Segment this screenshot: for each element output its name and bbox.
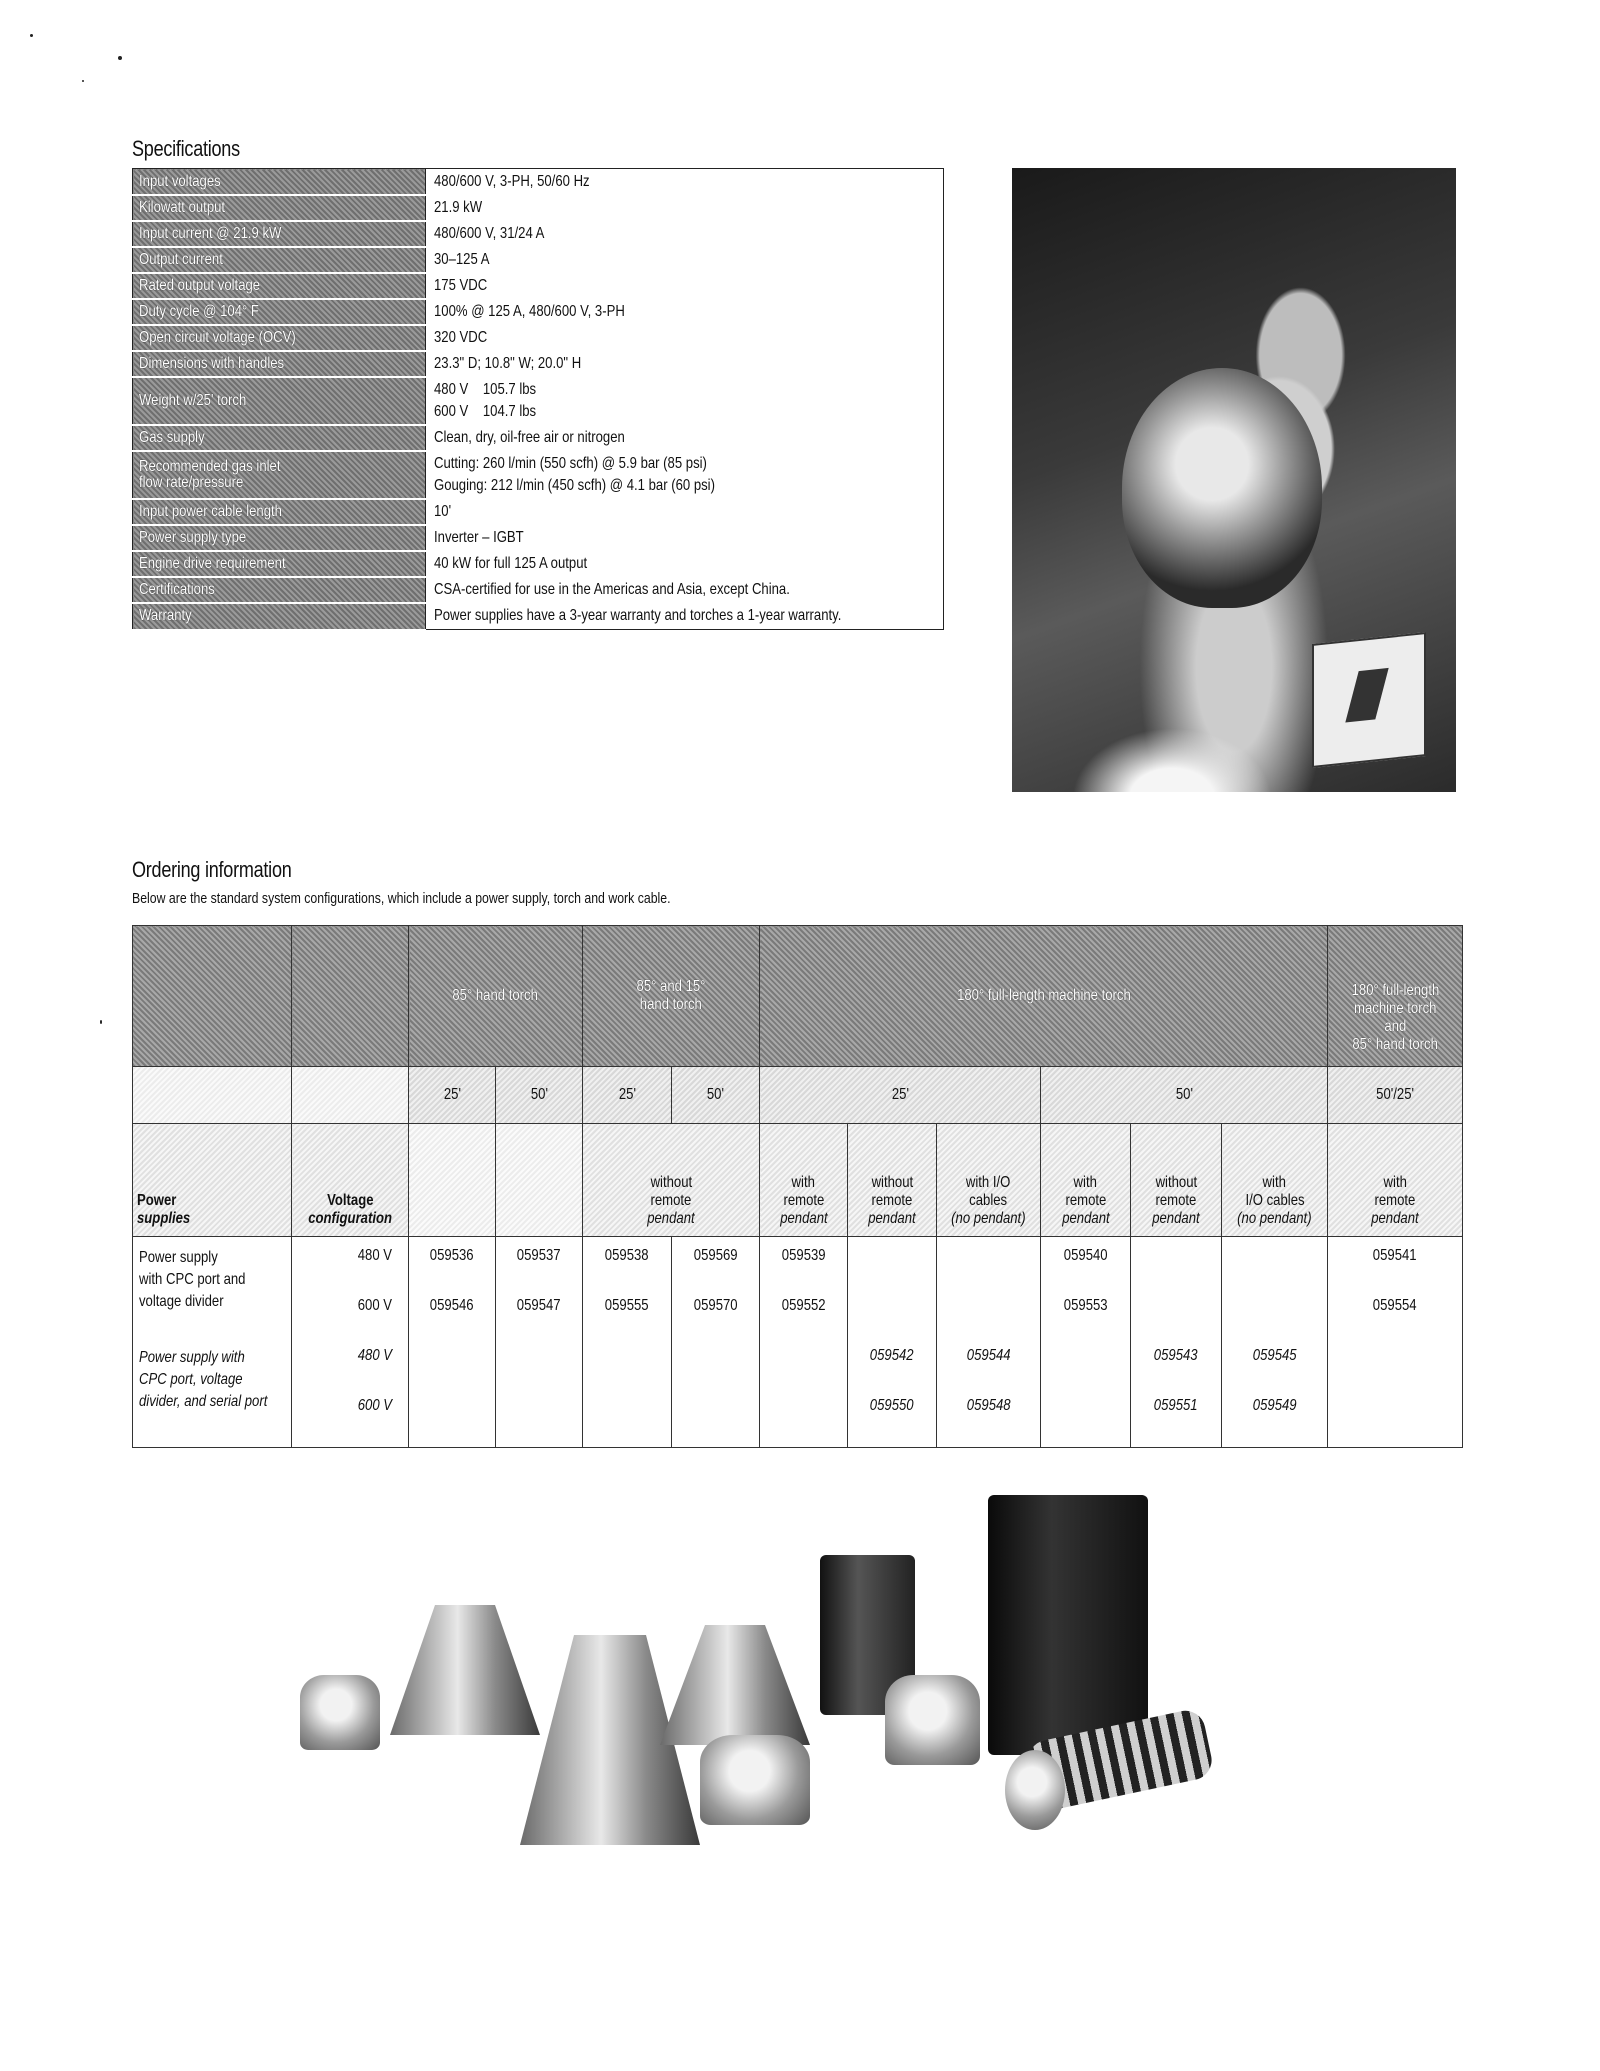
spec-value: 40 kW for full 125 A output bbox=[426, 551, 944, 577]
length-c5025: 50'/25' bbox=[1328, 1067, 1463, 1124]
combo-with-remote-header: with remote pendant bbox=[1328, 1124, 1463, 1237]
power-supply-names bbox=[133, 1237, 292, 1448]
spec-label: Certifications bbox=[133, 577, 426, 603]
specifications-title: Specifications bbox=[132, 136, 240, 161]
part-number-column bbox=[848, 1237, 937, 1448]
consumables-photo bbox=[300, 1495, 1290, 1855]
part-number: 059539 bbox=[781, 1247, 826, 1264]
part-number: 059544 bbox=[966, 1347, 1011, 1364]
spec-row bbox=[133, 325, 944, 351]
power-supply-name-line: Power supply bbox=[139, 1249, 218, 1266]
sparks bbox=[1072, 728, 1272, 792]
part-number-column bbox=[672, 1237, 760, 1448]
empty-length-cell bbox=[133, 1067, 292, 1124]
m25-with-io-header: with I/O cables (no pendant) bbox=[937, 1124, 1041, 1237]
spec-label: Output current bbox=[133, 247, 426, 273]
length-hh25: 25' bbox=[583, 1067, 672, 1124]
part-number: 059550 bbox=[870, 1397, 914, 1414]
part-number-column bbox=[1041, 1237, 1131, 1448]
part-number: 059555 bbox=[605, 1297, 649, 1314]
spec-value: Power supplies have a 3-year warranty and torches a 1-year warranty. bbox=[426, 603, 944, 630]
spec-value: 175 VDC bbox=[426, 273, 944, 299]
part-number: 059536 bbox=[430, 1247, 474, 1264]
combo-header: 180° full-length machine torch and 85° hand torch bbox=[1328, 926, 1463, 1067]
length-h50: 50' bbox=[496, 1067, 583, 1124]
scan-speck bbox=[82, 80, 84, 82]
hand-without-remote-header: without remote pendant bbox=[583, 1124, 760, 1237]
part-number: 059551 bbox=[1154, 1397, 1198, 1414]
spec-row bbox=[133, 551, 944, 577]
spec-value: Cutting: 260 l/min (550 scfh) @ 5.9 bar (85 psi) Gouging: 212 l/min (450 scfh) @ 4.1 bar (60 psi) bbox=[426, 451, 944, 499]
spec-value: 10' bbox=[426, 499, 944, 525]
power-supply-name-line: with CPC port and bbox=[139, 1271, 246, 1288]
spec-label: Duty cycle @ 104° F bbox=[133, 299, 426, 325]
part-number: 059543 bbox=[1154, 1347, 1198, 1364]
m25-with-remote-header: with remote pendant bbox=[760, 1124, 848, 1237]
part-number: 059552 bbox=[781, 1297, 826, 1314]
part-number: 059540 bbox=[1063, 1247, 1108, 1264]
voltage-value: 480 V bbox=[357, 1247, 393, 1264]
part-number-column bbox=[937, 1237, 1041, 1448]
spec-row bbox=[133, 425, 944, 451]
m50-with-remote-header: with remote pendant bbox=[1041, 1124, 1131, 1237]
spec-row bbox=[133, 221, 944, 247]
spec-label: Input voltages bbox=[133, 169, 426, 196]
empty-header-cell bbox=[292, 926, 409, 1067]
part-number-column bbox=[1222, 1237, 1328, 1448]
spec-row bbox=[133, 195, 944, 221]
spec-value: 30–125 A bbox=[426, 247, 944, 273]
part-number: 059541 bbox=[1373, 1247, 1417, 1264]
spec-row bbox=[133, 351, 944, 377]
voltage-value: 480 V bbox=[357, 1347, 393, 1364]
spec-row bbox=[133, 299, 944, 325]
part-number: 059547 bbox=[517, 1297, 561, 1314]
part-number-column bbox=[760, 1237, 848, 1448]
length-header-row bbox=[133, 1067, 1463, 1124]
part-number: 059569 bbox=[693, 1247, 738, 1264]
ordering-title: Ordering information bbox=[132, 857, 292, 882]
spec-row bbox=[133, 603, 944, 630]
part-number: 059538 bbox=[605, 1247, 649, 1264]
nozzle-medium bbox=[700, 1735, 810, 1825]
part-number: 059545 bbox=[1252, 1347, 1297, 1364]
part-number-column bbox=[496, 1237, 583, 1448]
spec-row bbox=[133, 577, 944, 603]
nozzle-small bbox=[300, 1675, 380, 1750]
spec-label: Dimensions with handles bbox=[133, 351, 426, 377]
power-supply-name-line: divider, and serial port bbox=[139, 1393, 268, 1410]
part-number: 059570 bbox=[693, 1297, 738, 1314]
retaining-cap-large bbox=[988, 1495, 1148, 1755]
part-number: 059553 bbox=[1063, 1297, 1108, 1314]
length-m25: 25' bbox=[760, 1067, 1041, 1124]
shield-cone-2 bbox=[660, 1625, 810, 1745]
length-h25: 25' bbox=[409, 1067, 496, 1124]
spec-label: Weight w/25' torch bbox=[133, 377, 426, 425]
hand85-header: 85° hand torch bbox=[409, 926, 583, 1067]
empty-option-cell bbox=[409, 1124, 496, 1237]
spec-value: 480 V 105.7 lbs 600 V 104.7 lbs bbox=[426, 377, 944, 425]
spec-value: 21.9 kW bbox=[426, 195, 944, 221]
spec-label: Warranty bbox=[133, 603, 426, 630]
empty-option-cell bbox=[496, 1124, 583, 1237]
spec-row bbox=[133, 247, 944, 273]
spec-label: Input current @ 21.9 kW bbox=[133, 221, 426, 247]
spec-label: Engine drive requirement bbox=[133, 551, 426, 577]
nozzle-tip bbox=[885, 1675, 980, 1765]
part-number: 059554 bbox=[1373, 1297, 1417, 1314]
empty-length-cell bbox=[292, 1067, 409, 1124]
m50-with-io-header: with I/O cables (no pendant) bbox=[1222, 1124, 1328, 1237]
scan-speck bbox=[30, 34, 33, 37]
spec-label: Open circuit voltage (OCV) bbox=[133, 325, 426, 351]
length-m50: 50' bbox=[1041, 1067, 1328, 1124]
part-number: 059537 bbox=[517, 1247, 561, 1264]
spec-row bbox=[133, 525, 944, 551]
welder-cutting-photo bbox=[1012, 168, 1456, 792]
spec-label: Recommended gas inlet flow rate/pressure bbox=[133, 451, 426, 499]
spec-label: Power supply type bbox=[133, 525, 426, 551]
part-number: 059548 bbox=[966, 1397, 1011, 1414]
voltage-value: 600 V bbox=[357, 1297, 393, 1314]
spec-label: Kilowatt output bbox=[133, 195, 426, 221]
m25-without-remote-header: without remote pendant bbox=[848, 1124, 937, 1237]
part-number-column bbox=[583, 1237, 672, 1448]
spec-row bbox=[133, 377, 944, 425]
spec-label: Rated output voltage bbox=[133, 273, 426, 299]
power-supply-unit bbox=[1312, 632, 1426, 768]
spec-value: CSA-certified for use in the Americas and Asia, except China. bbox=[426, 577, 944, 603]
part-number: 059546 bbox=[430, 1297, 474, 1314]
electrode-cap bbox=[1005, 1750, 1065, 1830]
tank-head bbox=[1122, 368, 1322, 608]
power-supply-name-line: Power supply with bbox=[139, 1349, 245, 1366]
voltage-configuration-header: Voltage configuration bbox=[292, 1124, 409, 1237]
spec-value: 480/600 V, 31/24 A bbox=[426, 221, 944, 247]
specifications-table bbox=[132, 168, 944, 631]
spec-row bbox=[133, 273, 944, 299]
spec-value: Clean, dry, oil-free air or nitrogen bbox=[426, 425, 944, 451]
part-number-column bbox=[1131, 1237, 1222, 1448]
part-number-column bbox=[1328, 1237, 1463, 1448]
spec-row bbox=[133, 169, 944, 196]
part-number-column bbox=[409, 1237, 496, 1448]
spec-label: Gas supply bbox=[133, 425, 426, 451]
shield-cone bbox=[390, 1605, 540, 1735]
scan-speck bbox=[118, 56, 122, 60]
spec-value: 320 VDC bbox=[426, 325, 944, 351]
ordering-subtitle: Below are the standard system configurations, which include a power supply, torch and work cable. bbox=[132, 890, 671, 907]
ordering-table bbox=[132, 925, 1463, 1448]
spec-value: 23.3" D; 10.8" W; 20.0" H bbox=[426, 351, 944, 377]
power-supply-name-line: CPC port, voltage bbox=[139, 1371, 243, 1388]
part-number: 059542 bbox=[870, 1347, 914, 1364]
hand85-15-header: 85° and 15° hand torch bbox=[583, 926, 760, 1067]
voltage-value: 600 V bbox=[357, 1397, 393, 1414]
spec-value: 480/600 V, 3-PH, 50/60 Hz bbox=[426, 169, 944, 196]
spec-label: Input power cable length bbox=[133, 499, 426, 525]
length-hh50: 50' bbox=[672, 1067, 760, 1124]
spec-value: 100% @ 125 A, 480/600 V, 3-PH bbox=[426, 299, 944, 325]
ordering-body-row bbox=[133, 1237, 1463, 1448]
spec-row bbox=[133, 451, 944, 499]
m50-without-remote-header: without remote pendant bbox=[1131, 1124, 1222, 1237]
scan-speck bbox=[100, 1020, 102, 1024]
spec-row bbox=[133, 499, 944, 525]
spec-value: Inverter – IGBT bbox=[426, 525, 944, 551]
empty-header-cell bbox=[133, 926, 292, 1067]
group-header-row bbox=[133, 926, 1463, 1067]
power-supplies-header: Power supplies bbox=[133, 1124, 292, 1237]
voltage-cells bbox=[292, 1237, 409, 1448]
option-header-row bbox=[133, 1124, 1463, 1237]
part-number: 059549 bbox=[1252, 1397, 1297, 1414]
machine180-header: 180° full-length machine torch bbox=[760, 926, 1328, 1067]
power-supply-name-line: voltage divider bbox=[139, 1293, 224, 1310]
